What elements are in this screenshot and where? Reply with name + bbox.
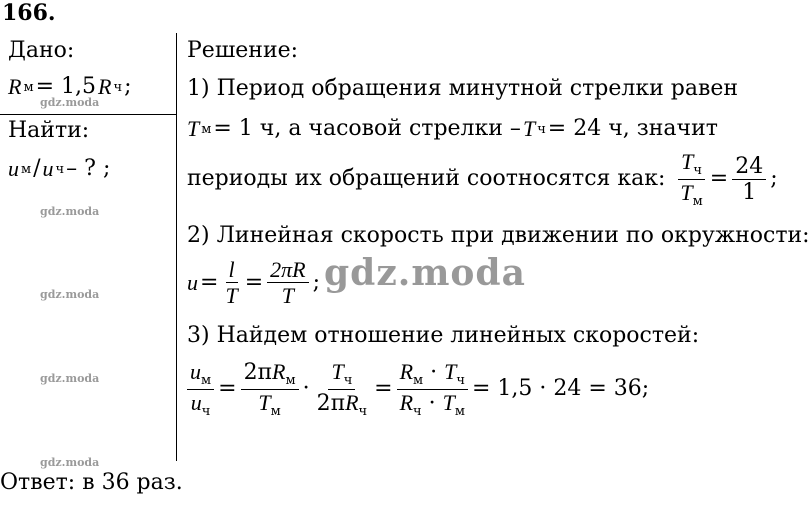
- sub-ch: ч: [537, 121, 546, 137]
- watermark-large: gdz.moda: [324, 252, 526, 294]
- r-letter: R: [399, 359, 414, 384]
- r-letter: R: [98, 74, 112, 99]
- sub-m: м: [270, 403, 281, 419]
- u-letter: u: [42, 156, 54, 181]
- sub-ch: ч: [413, 403, 422, 419]
- t-letter: T: [225, 283, 238, 309]
- l-over-t-fraction: [222, 258, 240, 307]
- solution-label: Решение:: [187, 38, 299, 63]
- t-letter: T: [331, 359, 344, 384]
- slash: /: [33, 156, 41, 181]
- two-pi-rm-over-tm: [241, 360, 299, 418]
- step1-line1: 1) Период обращения минутной стрелки равен: [187, 76, 739, 101]
- u-letter: u: [190, 389, 202, 415]
- t-letter: T: [281, 283, 294, 309]
- u-letter: u: [8, 156, 19, 181]
- t-letter: T: [258, 389, 271, 415]
- vertical-divider: [176, 33, 177, 461]
- sub-ch: ч: [343, 373, 353, 388]
- two-pi-r-over-t-fraction: [267, 258, 308, 307]
- combined-fraction: $\frac{R_м \cdot T_ч}{R_ч \cdot T_м}$: [397, 360, 468, 418]
- t-letter: T: [444, 359, 457, 384]
- u-letter: u: [190, 359, 201, 384]
- sub-m: м: [413, 373, 424, 388]
- semicolon: ;: [312, 269, 321, 295]
- result-value: = 1,5 · 24 = 36;: [472, 376, 650, 402]
- find-expression: [8, 158, 110, 180]
- step3-formula: $\frac{u_м}{u_ч}$ = $\frac{2\pi R_м}{T_м}$ · $\frac{T_ч}{2\pi R_ч}$ = $\frac{R_м \cdot T_ч}{R_ч \cdot T_м}$ = 1,5 · 24 = 36;: [185, 360, 649, 418]
- period-minute-value: = 1 ч, а часовой стрелки –: [213, 116, 521, 141]
- semicolon: ;: [770, 166, 778, 192]
- step2-formula: u = $\frac{l}{T}$ = $\frac{2\pi R}{T}$ ;: [187, 257, 321, 309]
- sub-m: м: [692, 193, 703, 209]
- u-letter: u: [187, 269, 198, 295]
- watermark-small: gdz.moda: [40, 372, 100, 385]
- r-letter: R: [399, 389, 414, 415]
- two-pi: 2π: [243, 360, 273, 385]
- sub-ch: ч: [456, 373, 465, 388]
- period-hour-value: = 24 ч, значит: [547, 116, 718, 141]
- step2-line: 2) Линейная скорость при движении по окружности:: [187, 223, 810, 248]
- r-letter: R: [8, 74, 22, 99]
- watermark-small: gdz.moda: [40, 96, 100, 109]
- question-mark: – ? ;: [66, 156, 111, 181]
- semicolon: ;: [124, 74, 132, 99]
- step3-line: 3) Найдем отношение линейных скоростей:: [187, 323, 700, 348]
- sub-ch: ч: [55, 161, 65, 177]
- period-ratio-fraction: [677, 150, 705, 208]
- t-letter: T: [442, 389, 455, 415]
- given-radius-relation: [8, 76, 131, 98]
- sub-m: м: [454, 403, 465, 419]
- radius-value: = 1,5: [35, 74, 96, 99]
- horizontal-divider: [0, 114, 176, 115]
- two-pi: 2π: [316, 390, 346, 416]
- sub-m: м: [23, 79, 34, 95]
- two-pi-r: 2πR: [267, 258, 308, 283]
- l-letter: l: [226, 258, 238, 283]
- step1-line3: периоды их обращений соотносятся как: $\frac{T_ч}{T_м}$ = $\frac{24}{1}$ ;: [187, 149, 778, 209]
- answer-text: Ответ: в 36 раз.: [0, 470, 183, 495]
- find-label: Найти:: [8, 118, 90, 143]
- given-label: Дано:: [8, 38, 75, 63]
- sub-ch: ч: [358, 403, 368, 419]
- sub-m: м: [285, 373, 296, 388]
- watermark-small: gdz.moda: [40, 205, 100, 218]
- tch-over-two-pi-rch: [314, 360, 371, 418]
- r-letter: R: [272, 359, 286, 384]
- ratio-denominator: 1: [742, 179, 757, 205]
- t-letter: T: [680, 179, 693, 205]
- r-letter: R: [345, 389, 359, 415]
- watermark-small: gdz.moda: [40, 456, 100, 469]
- sub-ch: ч: [113, 79, 123, 95]
- sub-m: м: [21, 161, 32, 177]
- watermark-small: gdz.moda: [40, 288, 100, 301]
- t-letter: T: [187, 116, 200, 141]
- ratio-numerator: 24: [732, 155, 766, 180]
- problem-number: 166.: [2, 0, 56, 26]
- t-letter: T: [522, 116, 536, 141]
- step1-text: периоды их обращений соотносятся как:: [187, 166, 666, 192]
- sub-ch: ч: [693, 163, 703, 178]
- sub-ch: ч: [201, 403, 211, 419]
- sub-m: м: [201, 373, 212, 388]
- velocity-ratio-fraction: [187, 360, 214, 418]
- sub-m: м: [201, 121, 212, 137]
- step1-line2: [187, 118, 718, 140]
- t-letter: T: [681, 149, 694, 174]
- period-ratio-value: [732, 155, 766, 204]
